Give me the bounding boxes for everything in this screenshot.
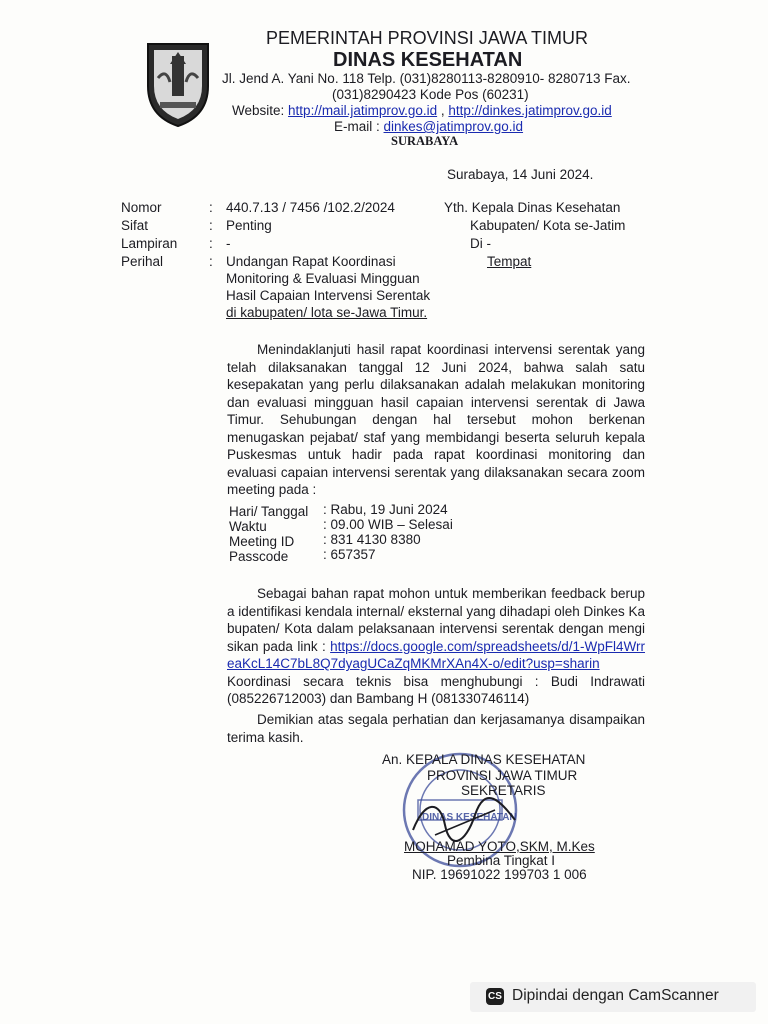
east-java-emblem-logo [140, 38, 216, 128]
spreadsheet-link[interactable]: https://docs.google.com/spreadsheets/d/1-WpFl4WrreaKcL14C7bL8Q7dyagUCaZqMKMrXAn4X-o/edit?usp=sharin [227, 638, 645, 671]
camscanner-logo-icon [486, 988, 504, 1005]
signatory-name: MOHAMAD YOTO,SKM, M.Kes [404, 839, 595, 854]
email-link[interactable]: dinkes@jatimprov.go.id [383, 119, 524, 134]
website-link-dinkes[interactable]: http://dinkes.jatimprov.go.id [448, 103, 612, 118]
meta-value-nomor: 440.7.13 / 7456 /102.2/2024 [226, 200, 395, 215]
paragraph-2-text: Sebagai bahan rapat mohon untuk memberikan feedback berupa identifikasi kendala internal/ eksternal yang dihadapi oleh Dinkes Kabupaten/ Kota dalam pelaksanaan intervensi serentak dengan mengisikan pada link : [227, 586, 646, 654]
body-paragraph-1: Menindaklanjuti hasil rapat koordinasi intervensi serentak yang telah dilaksanakan tanggal 12 Juni 2024, bahwa salah satu kesepakatan yang perlu dilaksanakan adalah melakukan monitoring dan evaluasi mingguan hasil capaian intervensi serentak di Jawa Timur. Sehubungan dengan hal tersebut mohon berkenan menugaskan pejabat/ staf yang membidangi beserta seluruh kepala Puskesmas untuk hadir pada rapat koordinasi monitoring dan evaluasi capaian intervensi serentak yang dilaksanakan secara zoom meeting pada : [227, 342, 645, 497]
signature-title-line1: An. KEPALA DINAS KESEHATAN [382, 752, 586, 767]
meta-colon-nomor: : [209, 200, 213, 215]
recipient-line2: Kabupaten/ Kota se-Jatim [470, 218, 626, 233]
meeting-value-passcode: : 657357 [323, 547, 376, 562]
closing-paragraph: Demikian atas segala perhatian dan kerjasamanya disampaikan terima kasih. [227, 712, 645, 745]
meeting-value-id: : 831 4130 8380 [323, 532, 421, 547]
meta-colon-perihal: : [209, 254, 213, 269]
stamp-center-text: DINAS KESEHATAN [422, 812, 517, 823]
perihal-line: di kabupaten/ lota se-Jawa Timur. [226, 305, 428, 320]
letterhead-city: SURABAYA [391, 134, 459, 148]
meeting-label-date: Hari/ Tanggal [229, 504, 309, 519]
meta-label-perihal: Perihal [121, 254, 164, 269]
letterhead-address-line1: Jl. Jend A. Yani No. 118 Telp. (031)8280113-8280910- 8280713 Fax. [222, 71, 631, 86]
meta-colon-sifat: : [209, 218, 213, 233]
signatory-rank: Pembina Tingkat I [447, 853, 556, 868]
meta-label-lampiran: Lampiran [121, 236, 178, 251]
recipient-line4: Tempat [487, 254, 532, 269]
meeting-label-time: Waktu [229, 519, 267, 534]
camscanner-logo-text: CS [488, 991, 502, 1002]
letterhead-agency: DINAS KESEHATAN [333, 49, 523, 71]
website-label: Website: [232, 103, 285, 118]
email-label: E-mail : [334, 119, 380, 134]
signature-title-line2: PROVINSI JAWA TIMUR [427, 768, 578, 783]
signatory-nip: NIP. 19691022 199703 1 006 [412, 867, 587, 882]
letterhead-address-line2: (031)8290423 Kode Pos (60231) [332, 87, 529, 102]
body-paragraph-2 [227, 585, 645, 708]
perihal-line: Monitoring & Evaluasi Mingguan [226, 271, 420, 286]
meta-value-perihal: Undangan Rapat Koordinasi [226, 254, 396, 269]
website-link-mail[interactable]: http://mail.jatimprov.go.id [288, 103, 438, 118]
meta-value-lampiran: - [226, 236, 231, 251]
signature-title-line3: SEKRETARIS [461, 783, 546, 798]
meta-label-sifat: Sifat [121, 218, 149, 233]
meta-value-sifat: Penting [226, 218, 272, 233]
camscanner-footer-text: Dipindai dengan CamScanner [512, 987, 719, 1004]
recipient-line1: Yth. Kepala Dinas Kesehatan [444, 200, 621, 215]
paragraph-2-contacts: Koordinasi secara teknis bisa menghubungi : Budi Indrawati (085226712003) dan Bambang H (081330746114) [227, 673, 645, 706]
letterhead-government: PEMERINTAH PROVINSI JAWA TIMUR [266, 28, 589, 48]
meeting-label-id: Meeting ID [229, 534, 295, 549]
meeting-value-date: : Rabu, 19 Juni 2024 [323, 502, 448, 517]
recipient-line3: Di - [470, 236, 491, 251]
letterhead-website-line [232, 103, 612, 118]
website-separator: , [440, 103, 445, 118]
meta-label-nomor: Nomor [121, 200, 162, 215]
meeting-label-passcode: Passcode [229, 549, 289, 564]
perihal-line: Hasil Capaian Intervensi Serentak [226, 288, 431, 303]
camscanner-footer [470, 982, 756, 1012]
letterhead-email-line [334, 119, 523, 134]
meta-colon-lampiran: : [209, 236, 213, 251]
letter-date: Surabaya, 14 Juni 2024. [447, 167, 594, 182]
meeting-value-time: : 09.00 WIB – Selesai [323, 517, 453, 532]
